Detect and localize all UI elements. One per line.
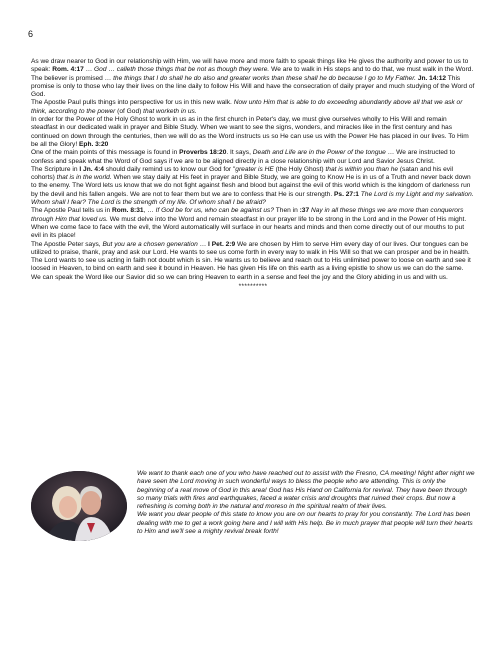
paragraph-text: As we draw nearer to God in our relationship with Him, we will have more and more faith to speak things like He gives the authority and power to us to speak:: [31, 58, 469, 74]
scripture-quote: God … calleth those things that be not as though they were.: [94, 66, 270, 74]
scripture-quote: Death and Life are in the Power of the tongue: [252, 149, 386, 157]
paragraph-text: The Scripture in: [31, 165, 80, 173]
closing-note: [31, 470, 475, 543]
body-paragraph: [31, 257, 475, 282]
scripture-reference: :37: [299, 207, 310, 215]
paragraph-text: This promise is only to those who lay their lives on the line daily to follow His Will and have the consecration of daily prayer and much studying of the Word of God.: [31, 74, 475, 99]
body-paragraph: [31, 75, 475, 100]
body-paragraph: [31, 166, 475, 207]
paragraph-text: The Apostle Peter says,: [31, 240, 103, 248]
scripture-reference: Jn. 14:12: [417, 74, 447, 82]
paragraph-text: The Apostle Paul tells us in: [31, 207, 113, 215]
scripture-quote: But you are a chosen generation: [102, 240, 198, 248]
scripture-reference: Rom. 4:17: [52, 66, 84, 74]
body-paragraph: [31, 116, 475, 149]
paragraph-text: , …: [143, 207, 156, 215]
paragraph-text: (of God): [115, 107, 144, 115]
scripture-quote: If God be for us, who can be against us?: [155, 207, 275, 215]
paragraph-text: We must delve into the Word and remain steadfast in our prayer life to be strong in the Lord and in the Power of His might. When we come face to face with the evil, the Word automatically will surface in our hearts and minds and then come directly out of our mouths to put evil in its place!: [31, 215, 467, 240]
paragraph-text: … We are instructed to confess and speak what the Word of God says if we are to be aligned directly in a close relationship with our Lord and Savior Jesus Christ.: [31, 149, 455, 165]
couple-photo-illustration: [31, 471, 127, 541]
scripture-quote: greater is HE: [235, 165, 274, 173]
scripture-quote: that worketh in us.: [143, 107, 197, 115]
paragraph-text: The Lord wants to see us acting in faith not doubt which is sin. He wants us to believe and reach out to His unlimited power to loose on earth and see it loosed in Heaven, to bind on earth and see it bound in Heaven. He has given His life on this earth as a living epistle to show us we can do the same. We can speak the Word like our Savior did so we can bring Heaven to earth in a sense and feel the joy and the Glory abiding in us and with us.: [31, 257, 471, 281]
body-paragraph: [31, 207, 475, 240]
section-separator: **********: [238, 283, 268, 291]
body-paragraph: [31, 99, 475, 116]
closing-paragraph-2: We want you dear people of this state to know you are on our hearts to pray for you constantly. The Lord has been dealing with me to get a work going here and I will with His help. Be in much prayer that people will turn their hearts to Him and we'll see a mighty revival break forth!: [137, 511, 473, 536]
paragraph-text: (satan and his evil cohorts): [31, 165, 454, 182]
scripture-quote: Nay in all these things we are more than conquerors through Him that loved us.: [31, 207, 464, 223]
scripture-reference: Proverbs 18:20: [179, 149, 227, 157]
scripture-reference: Rom. 8:31: [112, 207, 144, 215]
scripture-quote: the things that I do shall he do also and greater works than these shall he do because I go to My Father.: [113, 74, 416, 82]
body-paragraph: [31, 241, 475, 258]
scripture-quote: that is in the world.: [56, 174, 112, 182]
paragraph-text: . It says,: [226, 149, 253, 157]
paragraph-text: The believer is promised …: [31, 74, 114, 82]
scripture-quote: The Lord is my Light and my salvation. Whom shall I fear? The Lord is the strength of my life. Of whom shall I be afraid?: [31, 190, 474, 207]
scripture-reference: I Jn. 4:4: [79, 165, 104, 173]
couple-photo: [31, 471, 127, 541]
scripture-reference: Eph. 3:20: [79, 140, 109, 148]
paragraph-list: [31, 58, 475, 282]
paragraph-text: …: [197, 240, 209, 248]
paragraph-text: In order for the Power of the Holy Ghost to work in us as in the first church in Peter's day, we must give ourselves wholly to His Will and remain steadfast in our dedicated walk in prayer and Bible Study. When we want to see the signs, wonders, and miracles like in the first century and has continued on down through the centuries, then we will do as the Word instructs us so He can use us with the Power He has placed in our lives. To Him be all the Glory!: [31, 116, 469, 148]
paragraph-text: …: [83, 66, 95, 74]
paragraph-text: (the Holy Ghost): [273, 165, 326, 173]
body-paragraph: [31, 149, 475, 166]
scripture-reference: I Pet. 2:9: [208, 240, 236, 248]
closing-paragraph-1: We want to thank each one of you who have reached out to assist with the Fresno, CA meeting! Night after night we have seen the Lord moving in such wonderful ways to bless the people who are attending. This is only the beginning of a real move of God in this area! God has His Hand on California for revival. They have been through so many trials with fires and earthquakes, faced a water crisis and droughts that ruined their crops. But now a refreshing is coming both in the natural and moreso in the spiritual realm of their lives.: [137, 470, 475, 511]
scripture-quote: that is within you than he: [325, 165, 399, 173]
paragraph-text: We are chosen by Him to serve Him every day of our lives. Our tongues can be utilized to praise, thank, pray and ask our Lord. He wants to see us come forth in every way to walk in His Will so that we can prosper and be in health.: [31, 240, 470, 256]
paragraph-text: The Apostle Paul pulls things into perspective for us in this new walk.: [31, 99, 234, 107]
body-paragraph: [31, 58, 475, 75]
paragraph-text: When we stay daily at His feet in prayer and Bible Study, we are going to Know He is in us of a Truth and never back down to the enemy. The Word lets us know that we do not fight against flesh and blood but against the evil of this world which is the kingdom of darkness run by the devil and his fallen angels. We are not to fear them but we are to confess that He is our strength.: [31, 174, 471, 198]
scripture-reference: Ps. 27:1: [334, 190, 359, 198]
paragraph-text: One of the main points of this message is found in: [31, 149, 180, 157]
page-number: 6: [28, 29, 34, 39]
paragraph-text: Then in: [274, 207, 300, 215]
paragraph-text: should daily remind us to know our God for ": [103, 165, 236, 173]
paragraph-text: We are to walk in His steps and to do that, we must walk in the Word.: [269, 66, 474, 74]
scripture-quote: Now unto Him that is able to do exceeding abundantly above all that we ask or think, according to the power: [31, 99, 463, 115]
article-body: [31, 58, 475, 291]
